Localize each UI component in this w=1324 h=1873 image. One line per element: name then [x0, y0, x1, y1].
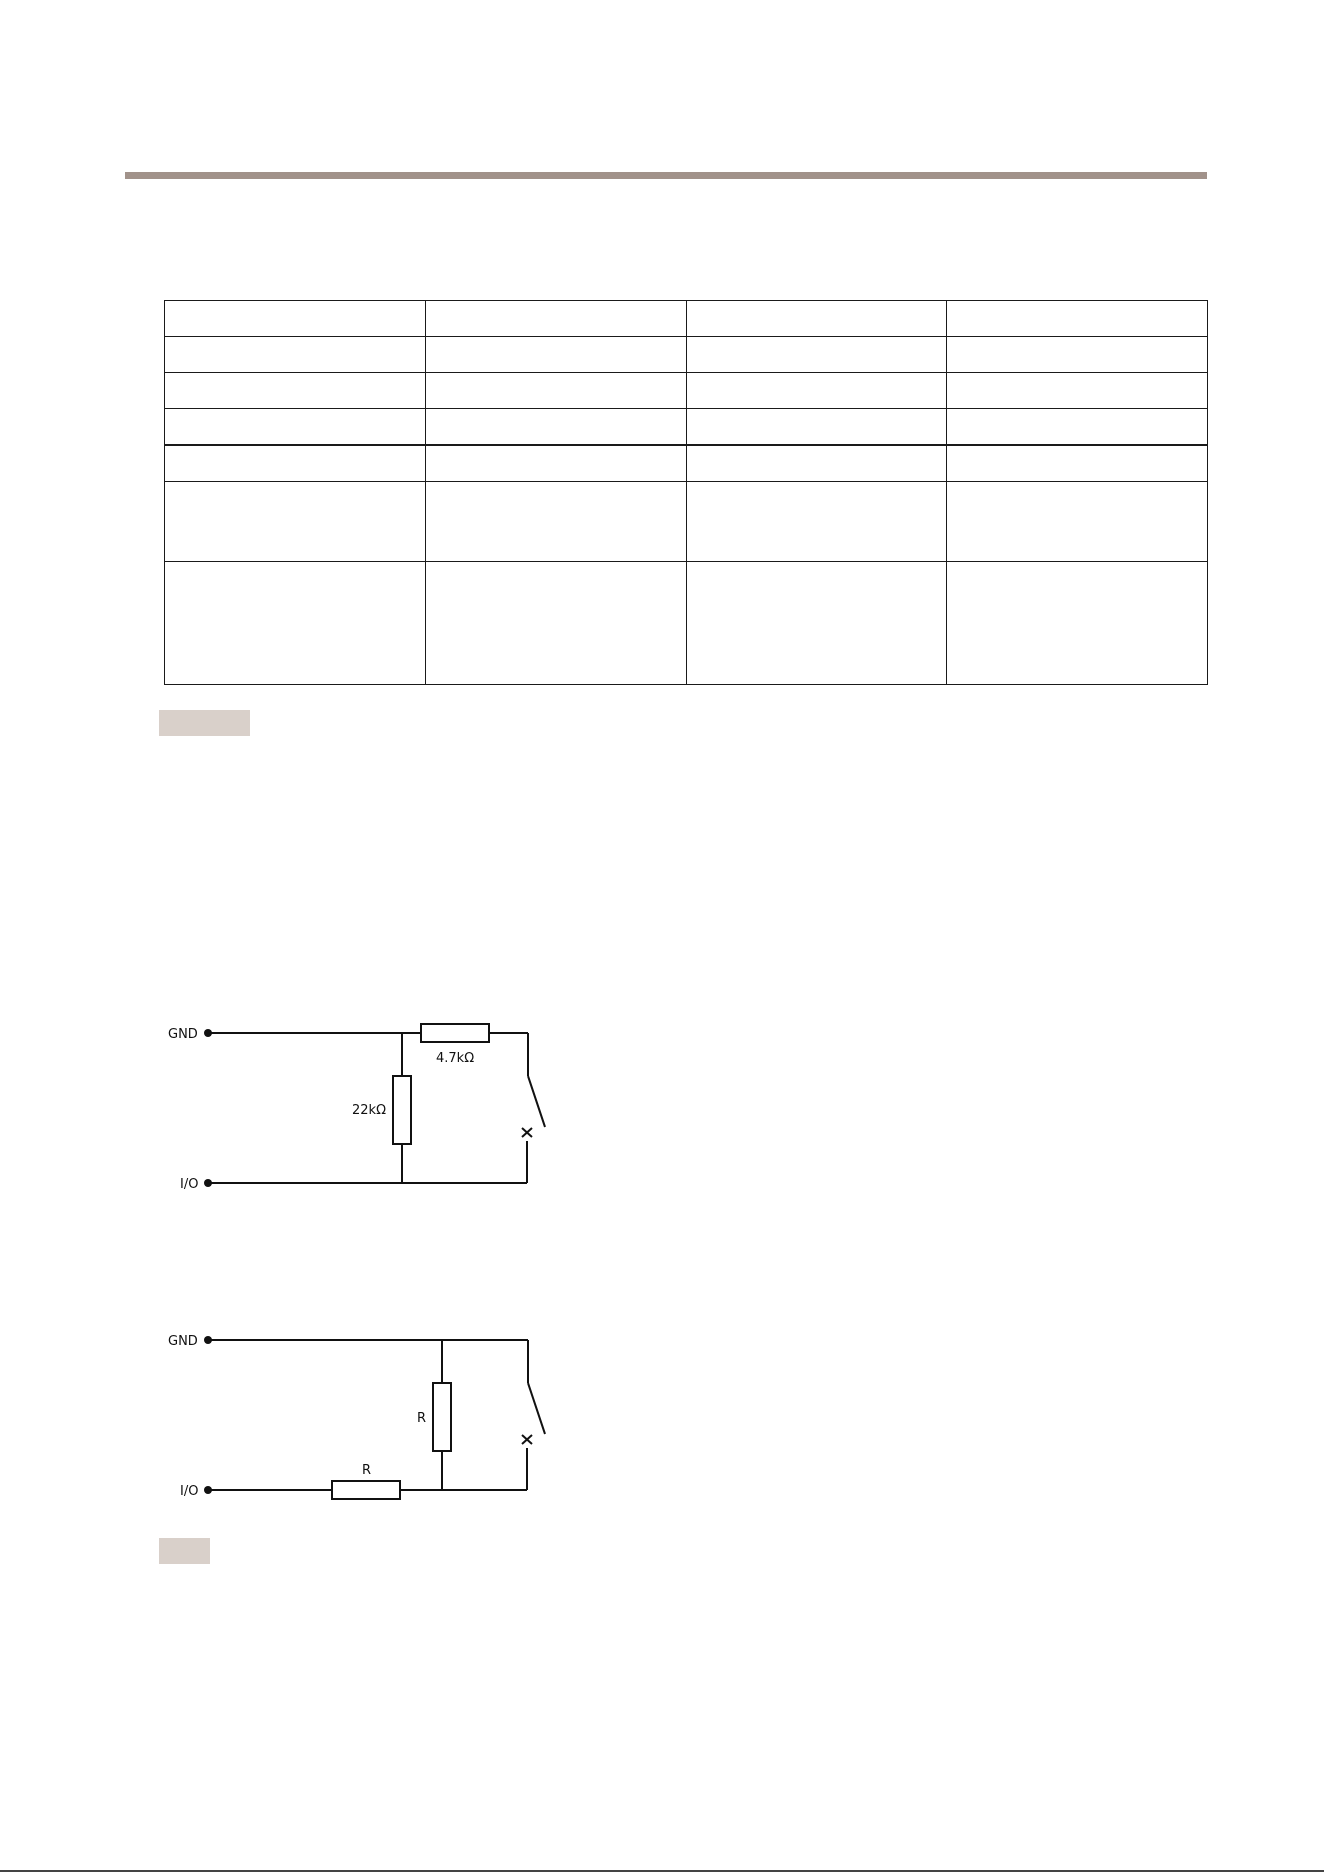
series-resistor [421, 1024, 489, 1042]
spec-table [164, 300, 1208, 685]
io-terminal [204, 1486, 212, 1494]
table-row [165, 337, 1208, 373]
shunt-resistor [393, 1076, 411, 1144]
gnd-terminal [204, 1336, 212, 1344]
table-row [165, 301, 1208, 337]
io-label: I/O [180, 1484, 199, 1499]
table-row [165, 562, 1208, 685]
circuit-diagram-1 [160, 1015, 550, 1210]
series-resistor [332, 1481, 400, 1499]
table-row [165, 445, 1208, 482]
gnd-label: GND [168, 1334, 198, 1349]
shunt-resistor-label: 22kΩ [352, 1103, 387, 1118]
series-resistor-label: R [362, 1463, 372, 1478]
note-label-block [159, 710, 250, 736]
shunt-resistor-label: R [417, 1411, 427, 1426]
table-row [165, 409, 1208, 446]
gnd-label: GND [168, 1027, 198, 1042]
shunt-resistor [433, 1383, 451, 1451]
switch-blade [528, 1383, 545, 1434]
table-row [165, 373, 1208, 409]
series-resistor-label: 4.7kΩ [436, 1051, 475, 1066]
circuit-diagram-2 [160, 1322, 550, 1517]
switch-blade [528, 1076, 545, 1127]
io-terminal [204, 1179, 212, 1187]
io-label: I/O [180, 1177, 199, 1192]
table-row [165, 482, 1208, 562]
header-rule [125, 172, 1207, 179]
note-label-block [159, 1538, 210, 1564]
gnd-terminal [204, 1029, 212, 1037]
footer-rule [0, 1870, 1324, 1872]
